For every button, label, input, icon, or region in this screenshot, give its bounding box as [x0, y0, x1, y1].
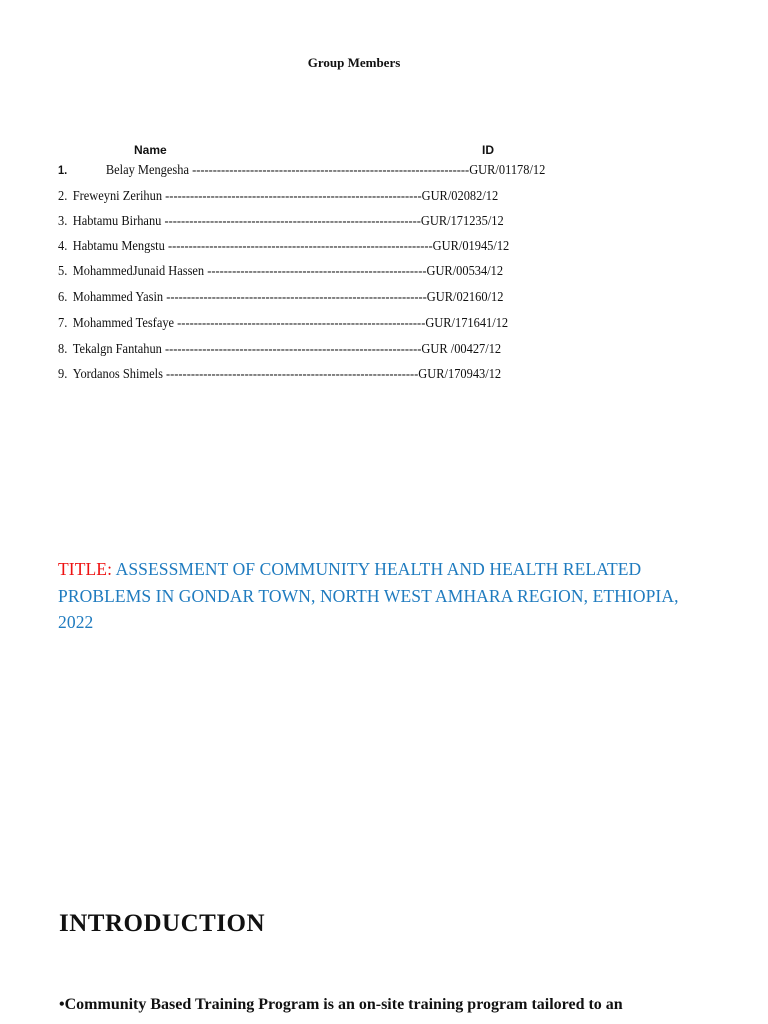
title-label: TITLE: — [58, 559, 113, 579]
member-id: GUR /00427/12 — [421, 341, 502, 356]
member-number: 4. — [58, 238, 68, 253]
member-name: Tekalgn Fantahun — [72, 341, 162, 356]
member-name: Belay Mengesha — [105, 162, 189, 177]
member-row — [58, 315, 508, 331]
introduction-paragraph: •Community Based Training Program is an on-site training program tailored to an — [59, 996, 623, 1013]
member-row — [58, 162, 545, 178]
member-number: 5. — [58, 263, 68, 278]
member-number: 2. — [58, 188, 68, 203]
member-name: Yordanos Shimels — [72, 366, 163, 381]
member-name: Mohammed Yasin — [72, 289, 164, 304]
dot-leader: --------------------------------------------------------------- — [166, 289, 427, 304]
member-number: 7. — [58, 315, 68, 330]
dot-leader: ------------------------------------------------------------- — [166, 366, 419, 381]
member-number: 6. — [58, 289, 68, 304]
member-row — [58, 289, 503, 305]
dot-leader: ------------------------------------------------------------ — [177, 315, 426, 330]
member-number: 3. — [58, 213, 68, 228]
member-id: GUR/171235/12 — [420, 213, 504, 228]
member-name: Habtamu Birhanu — [72, 213, 162, 228]
dot-leader: ----------------------------------------------------- — [207, 263, 427, 278]
member-row — [58, 263, 503, 279]
dot-leader: -------------------------------------------------------------- — [165, 188, 422, 203]
introduction-heading: INTRODUCTION — [59, 910, 266, 937]
member-id: GUR/02082/12 — [421, 188, 499, 203]
member-id: GUR/02160/12 — [426, 289, 504, 304]
member-name: MohammedJunaid Hassen — [72, 263, 205, 278]
member-row — [58, 188, 498, 204]
member-id: GUR/00534/12 — [426, 263, 504, 278]
member-row — [58, 366, 501, 382]
dot-leader: ---------------------------------------------------------------- — [167, 238, 433, 253]
name-column-header: Name — [134, 143, 167, 157]
dot-leader: ------------------------------------------------------------------- — [192, 162, 470, 177]
member-row — [58, 341, 501, 357]
id-column-header: ID — [482, 143, 494, 157]
dot-leader: -------------------------------------------------------------- — [164, 341, 422, 356]
member-id: GUR/171641/12 — [425, 315, 509, 330]
member-id: GUR/01945/12 — [432, 238, 510, 253]
member-name: Habtamu Mengstu — [72, 238, 165, 253]
member-number: 1. — [58, 163, 68, 177]
group-members-heading: Group Members — [307, 55, 401, 70]
member-row — [58, 238, 509, 254]
member-number: 9. — [58, 366, 68, 381]
dot-leader: -------------------------------------------------------------- — [164, 213, 421, 228]
member-row — [58, 213, 504, 229]
member-id: GUR/170943/12 — [418, 366, 502, 381]
member-id: GUR/01178/12 — [469, 162, 546, 177]
title-text: ASSESSMENT OF COMMUNITY HEALTH AND HEALTH RELATED PROBLEMS IN GONDAR TOWN, NORTH WEST AMHARA REGION, ETHIOPIA, 2022 — [58, 559, 679, 632]
study-title — [58, 556, 718, 636]
member-name: Freweyni Zerihun — [72, 188, 163, 203]
member-name: Mohammed Tesfaye — [72, 315, 175, 330]
member-number: 8. — [58, 341, 68, 356]
